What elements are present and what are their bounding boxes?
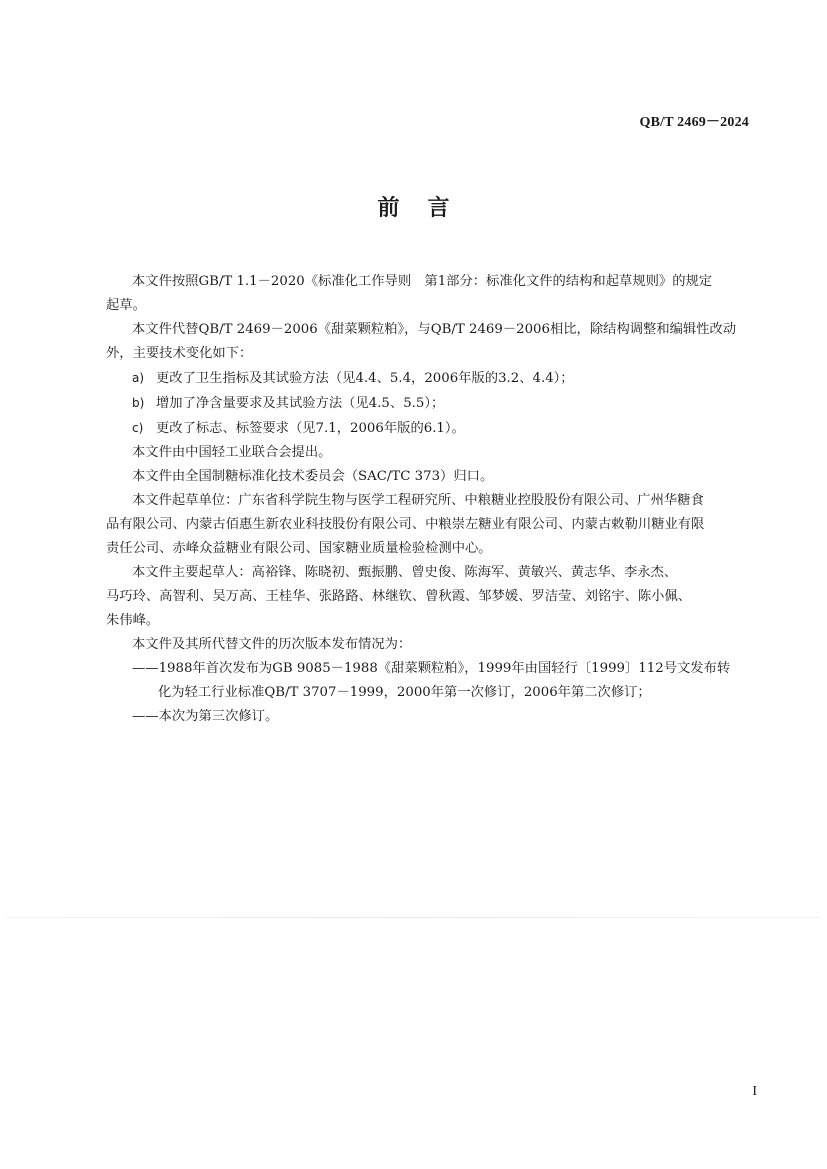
- paragraph-committee: 本文件由全国制糖标准化技术委员会（SAC/TC 373）归口。: [132, 469, 494, 484]
- list-marker: b): [132, 396, 145, 410]
- text-line: 本文件按照GB/T 1.1－2020《标准化工作导则 第1部分：标准化文件的结构和起草规则》的规定: [132, 274, 713, 289]
- text-line: ——1988年首次发布为GB 9085－1988《甜菜颗粒粕》，1999年由国轻行〔1999〕112号文发布转: [132, 661, 731, 676]
- list-item: [106, 391, 748, 416]
- list-item-text: 增加了净含量要求及其试验方法（见4.5、5.5）；: [156, 396, 445, 411]
- page-number: I: [752, 1084, 757, 1099]
- text-line: 起草。: [106, 298, 146, 313]
- scan-fold-line: [6, 917, 821, 918]
- history-item: [106, 705, 748, 729]
- paragraph-drafting-units: [106, 489, 748, 561]
- list-item: [106, 366, 748, 391]
- list-item-text: 更改了标志、标签要求（见7.1，2006年版的6.1）。: [156, 421, 465, 436]
- text-line: 品有限公司、内蒙古佰惠生新农业科技股份有限公司、中粮崇左糖业有限公司、内蒙古敕勒川糖业有限: [106, 517, 705, 532]
- history-item: [106, 657, 748, 705]
- paragraph-drafting-rules: [106, 270, 748, 318]
- list-marker: a): [132, 371, 145, 385]
- text-line: ——本次为第三次修订。: [132, 709, 279, 724]
- text-line: 马巧玲、高智利、吴万高、王桂华、张路路、林继钦、曾秋霞、邹梦媛、罗洁莹、刘铭宇、陈小佩、: [106, 589, 692, 604]
- paragraph-history-intro: 本文件及其所代替文件的历次版本发布情况为：: [132, 637, 412, 652]
- paragraph-drafters: [106, 561, 748, 633]
- list-marker: c): [132, 421, 144, 435]
- text-line: 朱伟峰。: [106, 613, 160, 628]
- text-line: 外，主要技术变化如下：: [106, 346, 253, 361]
- paragraph-replacement: [106, 318, 748, 366]
- page-title: 前言: [377, 196, 478, 221]
- list-item-text: 更改了卫生指标及其试验方法（见4.4、5.4，2006年版的3.2、4.4）；: [156, 371, 574, 386]
- text-line: 化为轻工行业标准QB/T 3707－1999，2000年第一次修订，2006年第二次修订；: [158, 685, 651, 700]
- foreword-body: [106, 270, 748, 729]
- paragraph-proposer: 本文件由中国轻工业联合会提出。: [132, 445, 332, 460]
- text-line: 责任公司、赤峰众益糖业有限公司、国家糖业质量检验检测中心。: [106, 541, 492, 556]
- text-line: 本文件主要起草人：高裕锋、陈晓初、甄振鹏、曾史俊、陈海军、黄敏兴、黄志华、李永杰、: [132, 565, 678, 580]
- text-line: 本文件起草单位：广东省科学院生物与医学工程研究所、中粮糖业控股股份有限公司、广州华糖食: [132, 493, 704, 508]
- text-line: 本文件代替QB/T 2469－2006《甜菜颗粒粕》，与QB/T 2469－2006相比，除结构调整和编辑性改动: [132, 322, 737, 337]
- list-item: [106, 416, 748, 441]
- standard-code: QB/T 2469－2024: [639, 115, 749, 130]
